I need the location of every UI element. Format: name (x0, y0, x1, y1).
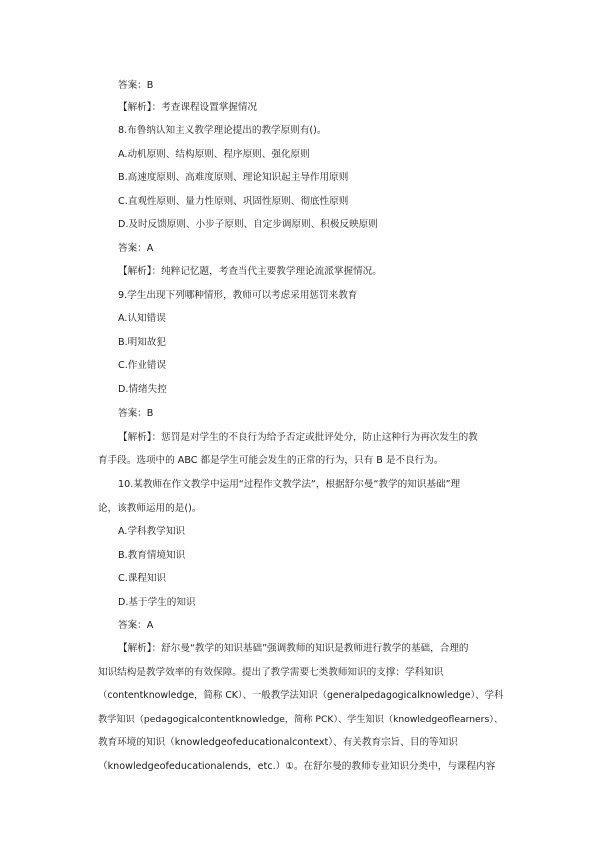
option-b: B.教育情境知识 (118, 550, 186, 561)
option-d: D.基于学生的知识 (118, 597, 196, 608)
option-c: C.课程知识 (118, 573, 167, 584)
answer-line: 答案：A (118, 620, 154, 631)
option-a: A.学科教学知识 (118, 526, 186, 537)
answer-line: 答案：B (118, 80, 154, 91)
analysis-line-cont: 育手段。选项中的 ABC 都是学生可能会发生的正常的行为，只有 B 是不良行为。 (98, 455, 444, 466)
question-10-cont: 论，该教师运用的是()。 (98, 503, 202, 514)
option-b: B.明知故犯 (118, 337, 167, 348)
answer-line: 答案：B (118, 408, 154, 419)
question-9: 9.学生出现下列哪种情形，教师可以考虑采用惩罚来教育 (118, 290, 358, 301)
analysis-line: 【解析】：考查课程设置掌握情况 (118, 102, 258, 113)
analysis-line-cont: 教学知识（pedagogicalcontentknowledge，简称 PCK）、学生知识（knowledgeoflearners）、 (98, 714, 504, 725)
analysis-line: 【解析】：舒尔曼“教学的知识基础”强调教师的知识是教师进行教学的基础，合理的 (118, 643, 469, 654)
analysis-line-cont: （contentknowledge，简称 CK）、一般教学法知识（generalpedagogicalknowledge）、学科 (98, 690, 504, 701)
option-d: D.及时反馈原则、小步子原则、自定步调原则、积极反映原则 (118, 219, 378, 230)
question-10: 10.某教师在作文教学中运用“过程作文教学法“，根据舒尔曼“教学的知识基础”理 (118, 479, 461, 490)
option-c: C.作业错误 (118, 360, 167, 371)
option-d: D.情绪失控 (118, 384, 167, 395)
analysis-line-cont: 知识结构是教学效率的有效保障。提出了教学需要七类教师知识的支撑：学科知识 (98, 667, 444, 678)
option-c: C.直观性原则、量力性原则、巩固性原则、彻底性原则 (118, 196, 349, 207)
option-a: A.动机原则、结构原则、程序原则、强化原则 (118, 149, 310, 160)
answer-line: 答案：A (118, 243, 154, 254)
option-a: A.认知错误 (118, 313, 166, 324)
analysis-line: 【解析】：惩罚是对学生的不良行为给予否定或批评处分，防止这种行为再次发生的教 (118, 432, 478, 443)
analysis-line-cont: 教育环境的知识（knowledgeofeducationalcontext）、有关教育宗旨、目的等知识 (98, 737, 458, 748)
question-8: 8.布鲁纳认知主义教学理论提出的教学原则有()。 (118, 125, 327, 136)
analysis-line: 【解析】：纯粹记忆题，考查当代主要教学理论流派掌握情况。 (118, 266, 382, 277)
analysis-line-cont: （knowledgeofeducationalends，etc.）①。在舒尔曼的教师专业知识分类中，与课程内容 (98, 761, 496, 772)
option-b: B.高速度原则、高难度原则、理论知识起主导作用原则 (118, 172, 349, 183)
